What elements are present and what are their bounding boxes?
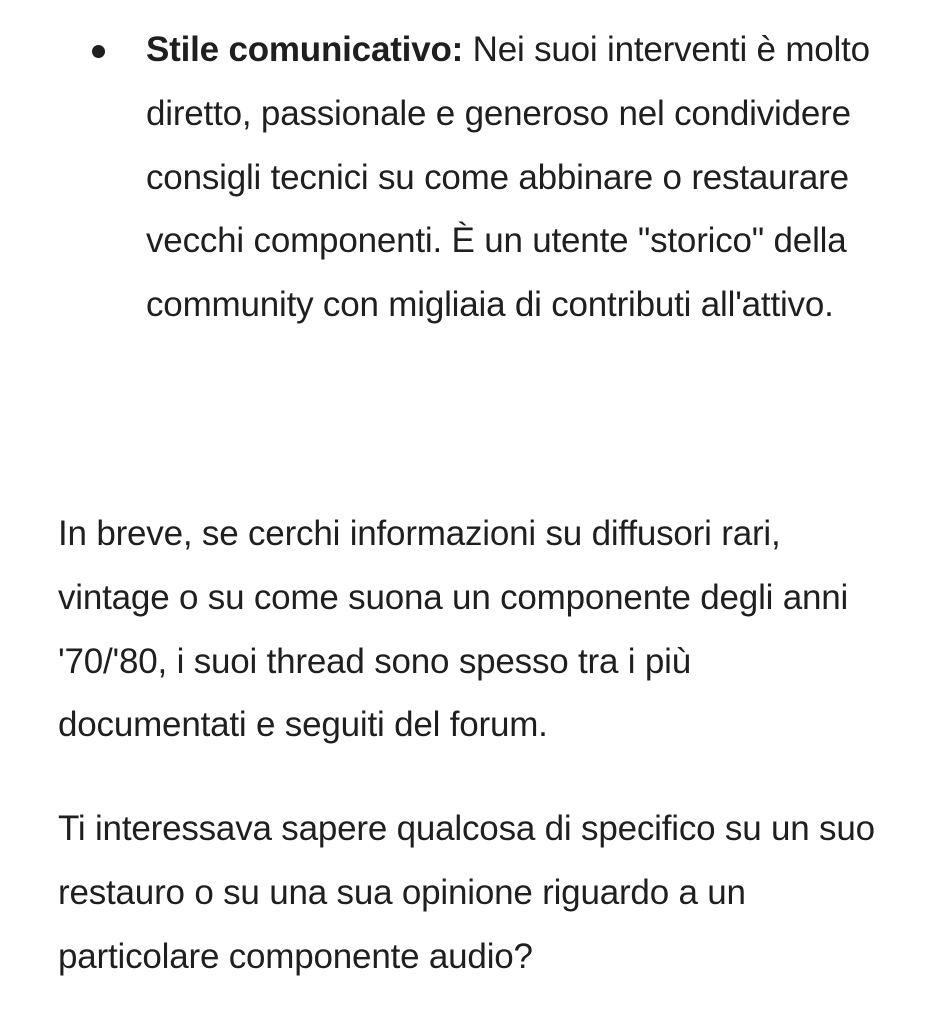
bullet-list	[58, 18, 898, 337]
summary-paragraph: In breve, se cerchi informazioni su diffusori rari, vintage o su come suona un componente degli anni '70/'80, i suoi thread sono spesso tra i più documentati e seguiti del forum.	[58, 514, 849, 745]
bullet-text: Nei suoi interventi è molto diretto, passionale e generoso nel condividere consigli tecnici su come abbinare o restaurare vecchi componenti. È un utente "storico" della community con migliaia di contributi all'attivo.	[146, 30, 870, 325]
follow-up-question-paragraph: Ti interessava sapere qualcosa di specifico su un suo restauro o su una sua opinione riguardo a un particolare componente audio?	[58, 809, 875, 976]
bullet-item-communication-style	[58, 18, 898, 337]
bullet-point-icon	[92, 45, 105, 58]
bullet-heading: Stile comunicativo:	[146, 30, 464, 69]
